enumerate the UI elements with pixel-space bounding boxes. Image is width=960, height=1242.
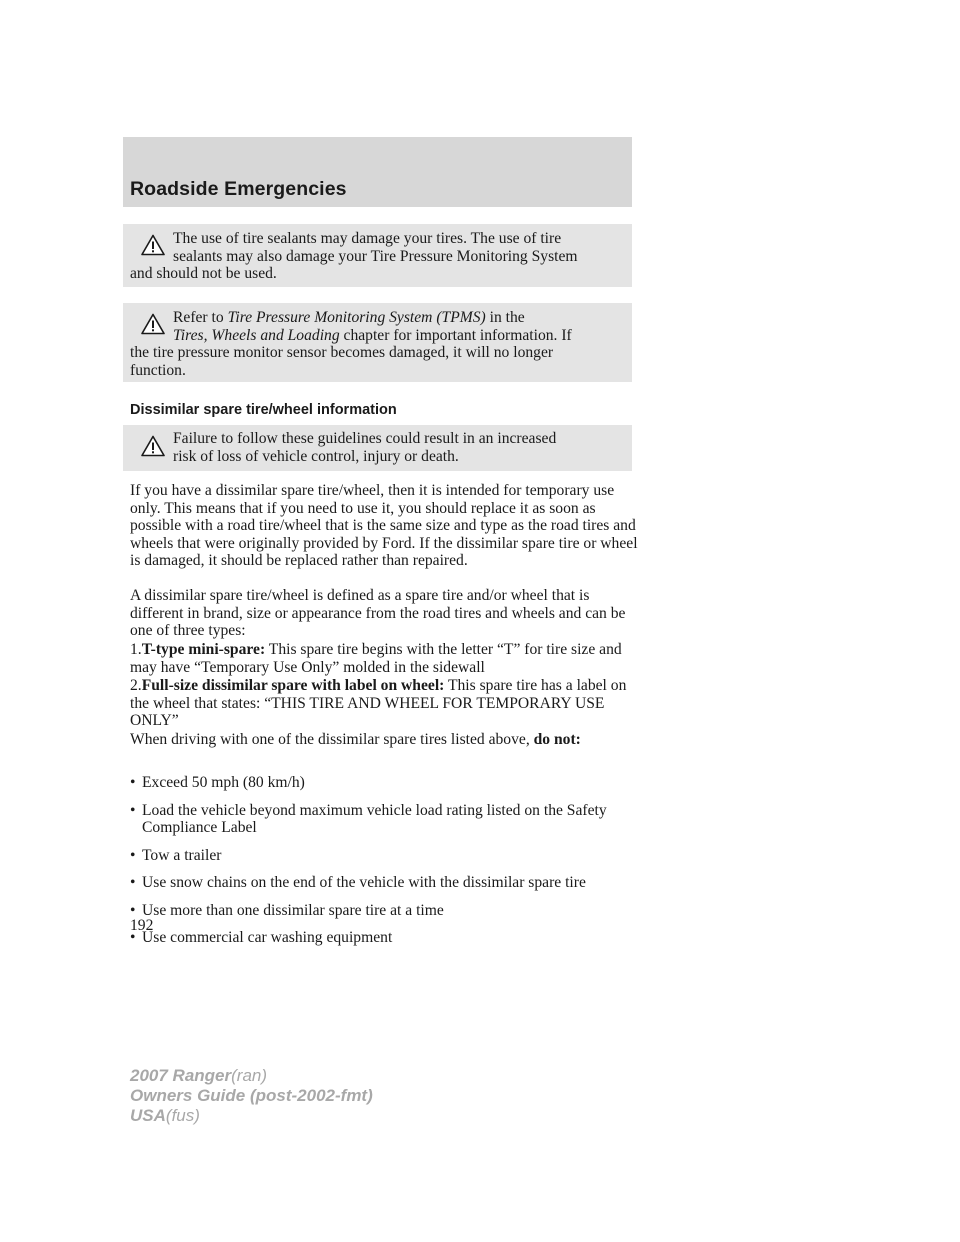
item-description: This spare tire has a label on the wheel that states: “THIS TIRE AND WHEEL FOR TEMPORARY USE ONLY”	[130, 677, 627, 729]
list-item	[130, 802, 630, 837]
footer-model-code: (ran)	[231, 1066, 268, 1085]
bullet-icon: •	[130, 929, 136, 946]
definition-paragraph: A dissimilar spare tire/wheel is defined as a spare tire and/or wheel that is different in brand, size or appearance from the road tires and wheels and can be one of three types:	[130, 587, 626, 639]
warning-line: risk of loss of vehicle control, injury or death.	[173, 447, 459, 465]
list-item	[130, 902, 630, 920]
chapter-title: Roadside Emergencies	[130, 178, 347, 200]
list-item	[130, 847, 630, 865]
section-heading: Dissimilar spare tire/wheel information	[130, 402, 397, 418]
list-item	[130, 929, 630, 947]
warning-text-segment: Refer to	[173, 309, 228, 326]
item-number: 1.	[130, 641, 142, 658]
bullet-icon: •	[130, 901, 136, 919]
item-term: T-type mini-spare:	[141, 641, 266, 658]
footer-market: USA	[130, 1106, 166, 1125]
tires-chapter-reference: Tires, Wheels and Loading	[173, 326, 340, 344]
do-not-label: do not:	[533, 731, 581, 748]
list-item	[130, 774, 630, 792]
list-item-text: Tow a trailer	[142, 846, 222, 864]
spare-type-item-2	[130, 677, 640, 730]
warning-box-sealants	[123, 224, 632, 287]
warning-text-segment: chapter for important information. If	[339, 326, 572, 344]
warning-text	[130, 430, 624, 465]
warning-line: the tire pressure monitor sensor becomes damaged, it will no longer	[130, 344, 554, 361]
item-description: This spare tire begins with the letter “T” for tire size and may have “Temporary Use Only” molded in the sidewall	[130, 641, 622, 676]
footer-guide-type: Owners Guide (post-2002-fmt)	[130, 1086, 373, 1105]
warning-line: The use of tire sealants may damage your tires. The use of tire	[173, 230, 562, 247]
list-item-text: Load the vehicle beyond maximum vehicle load rating listed on the Safety Compliance Label	[142, 801, 607, 836]
document-footer	[130, 1066, 373, 1126]
tpms-reference: Tire Pressure Monitoring System (TPMS)	[227, 309, 486, 326]
footer-market-code: (fus)	[165, 1106, 200, 1125]
list-item-text: Exceed 50 mph (80 km/h)	[142, 774, 305, 791]
list-item-text: Use snow chains on the end of the vehicle with the dissimilar spare tire	[142, 874, 586, 891]
list-item-text: Use more than one dissimilar spare tire at a time	[142, 901, 444, 919]
intro-text: When driving with one of the dissimilar spare tires listed above,	[130, 731, 534, 748]
item-number: 2.	[130, 677, 142, 694]
restrictions-list	[130, 774, 630, 957]
list-item	[130, 874, 630, 892]
warning-line: function.	[130, 361, 186, 379]
warning-text-segment: in the	[485, 309, 525, 326]
footer-model: 2007 Ranger	[130, 1066, 232, 1085]
spare-type-item-1	[130, 641, 640, 676]
intro-paragraph: If you have a dissimilar spare tire/wheel, then it is intended for temporary use only. This means that if you need to use it, you should replace it as soon as possible with a road tire/wheel that is the same size and type as the road tires and wheels that were originally provided by Ford. If the dissimilar spare tire or wheel is damaged, it should be replaced rather than repaired.	[130, 482, 638, 569]
warning-box-guidelines	[123, 425, 632, 471]
warning-line: sealants may also damage your Tire Pressure Monitoring System	[173, 247, 578, 265]
bullet-icon: •	[130, 874, 136, 891]
item-term: Full-size dissimilar spare with label on wheel:	[141, 677, 445, 694]
driving-restrictions-intro	[130, 731, 640, 749]
bullet-icon: •	[130, 774, 136, 791]
warning-box-tpms	[123, 303, 632, 382]
warning-line: and should not be used.	[130, 265, 277, 282]
warning-text	[130, 230, 624, 283]
bullet-icon: •	[130, 801, 136, 819]
warning-line: Failure to follow these guidelines could result in an increased	[173, 430, 557, 447]
warning-text	[130, 309, 624, 379]
bullet-icon: •	[130, 846, 136, 864]
list-item-text: Use commercial car washing equipment	[142, 929, 393, 946]
page-number: 192	[130, 917, 154, 934]
